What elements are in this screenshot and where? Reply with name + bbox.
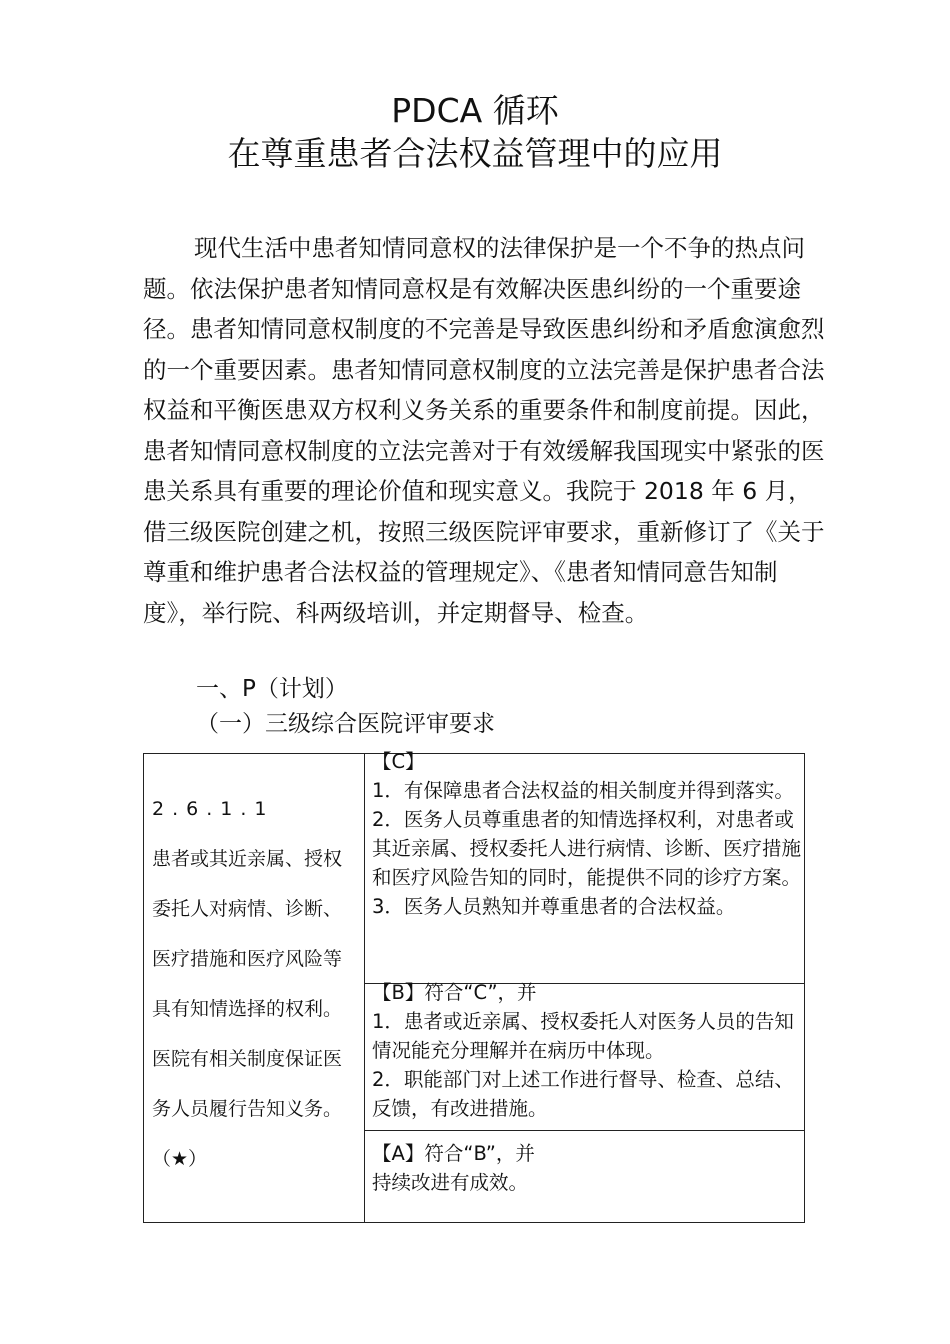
table-row-divider — [365, 1130, 804, 1131]
grade-a-heading: 【A】符合“B”，并 — [372, 1142, 535, 1165]
grade-c-item: 1．有保障患者合法权益的相关制度并得到落实。 — [372, 779, 794, 802]
subsection-heading-requirements: （一）三级综合医院评审要求 — [196, 711, 495, 737]
grade-b-item: 2．职能部门对上述工作进行督导、检查、总结、反馈，有改进措施。 — [372, 1068, 794, 1120]
standard-text: 患者或其近亲属、授权委托人对病情、诊断、医疗措施和医疗风险等具有知情选择的权利。医院有相关制度保证医务人员履行告知义务。（★） — [152, 848, 343, 1170]
grade-c-item: 3．医务人员熟知并尊重患者的合法权益。 — [372, 895, 736, 918]
requirements-table — [143, 750, 805, 1223]
standard-code: 2.6.1.1 — [152, 798, 275, 820]
document-title-line2: 在尊重患者合法权益管理中的应用 — [227, 134, 723, 173]
grade-b-cell — [372, 978, 802, 1123]
grade-a-cell — [372, 1139, 802, 1197]
grade-c-item: 2．医务人员尊重患者的知情选择权利，对患者或其近亲属、授权委托人进行病情、诊断、医疗措施和医疗风险告知的同时，能提供不同的诊疗方案。 — [372, 808, 802, 889]
grade-c-heading: 【C】 — [372, 750, 425, 773]
grade-b-heading: 【B】符合“C”，并 — [372, 981, 537, 1004]
document-title-line1: PDCA 循环 — [391, 91, 559, 130]
grade-c-cell — [372, 747, 802, 921]
grade-b-item: 1．患者或近亲属、授权委托人对医务人员的告知情况能充分理解并在病历中体现。 — [372, 1010, 794, 1062]
table-column-divider — [364, 754, 365, 1222]
section-heading-plan: 一、P（计划） — [196, 676, 348, 702]
standard-cell — [152, 784, 358, 1184]
intro-paragraph: 现代生活中患者知情同意权的法律保护是一个不争的热点问题。依法保护患者知情同意权是有效解决医患纠纷的一个重要途径。患者知情同意权制度的不完善是导致医患纠纷和矛盾愈演愈烈的一个重要因素。患者知情同意权制度的立法完善是保护患者合法权益和平衡医患双方权利义务关系的重要条件和制度前提。因此，患者知情同意权制度的立法完善对于有效缓解我国现实中紧张的医患关系具有重要的理论价值和现实意义。我院于 2018 年 6 月，借三级医院创建之机，按照三级医院评审要求，重新修订了《关于尊重和维护患者合法权益的管理规定》、《患者知情同意告知制度》，举行院、科两级培训，并定期督导、检查。 — [143, 234, 825, 627]
grade-a-text: 持续改进有成效。 — [372, 1171, 529, 1194]
